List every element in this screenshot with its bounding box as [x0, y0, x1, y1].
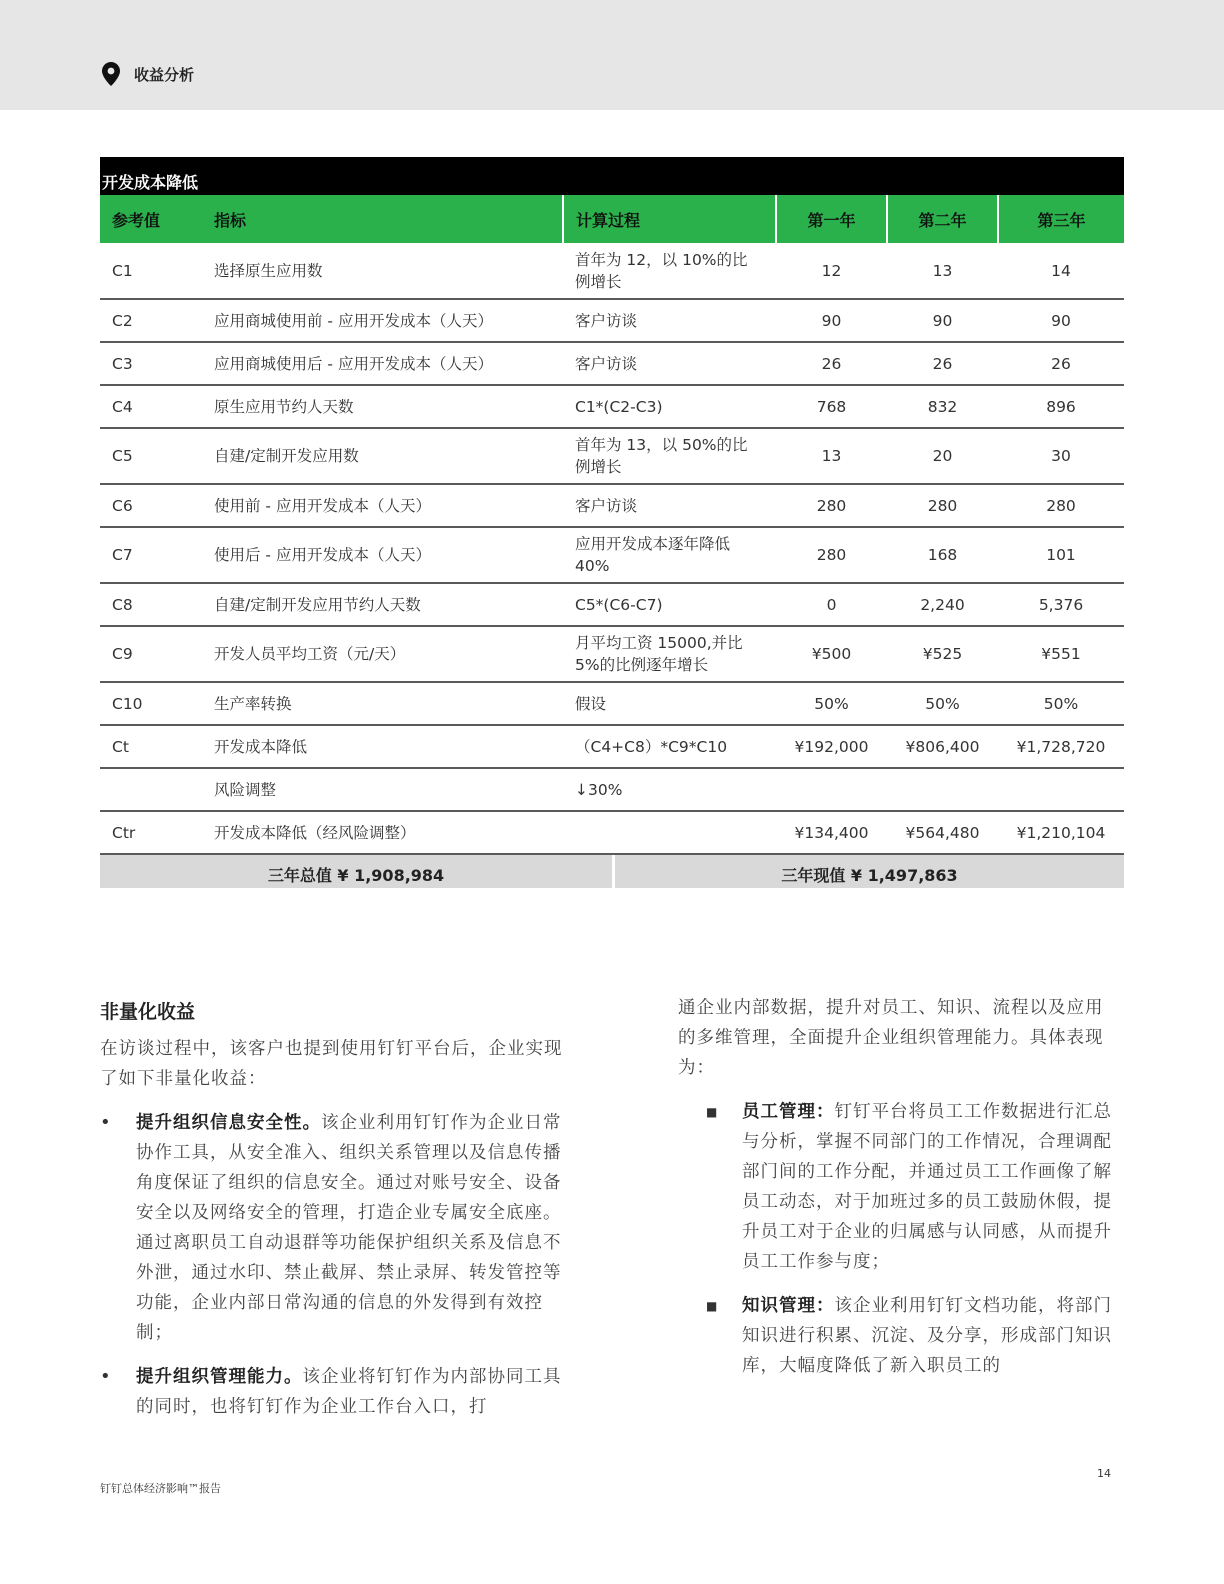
table-row	[100, 811, 1124, 854]
year2-cell: 832	[887, 385, 998, 428]
ref-cell: Ct	[100, 725, 202, 768]
year2-cell: 90	[887, 299, 998, 342]
year2-cell: ¥564,480	[887, 811, 998, 854]
table-header-row	[100, 195, 1124, 243]
year3-cell: ¥1,210,104	[998, 811, 1124, 854]
metric-cell: 使用前 - 应用开发成本（人天）	[202, 484, 563, 527]
calc-cell	[563, 428, 776, 484]
ref-cell: C6	[100, 484, 202, 527]
ref-cell: C8	[100, 583, 202, 626]
year3-cell	[998, 768, 1124, 811]
square-bullet-icon: ■	[706, 1105, 719, 1119]
year1-cell: 13	[776, 428, 887, 484]
metric-cell: 自建/定制开发应用节约人天数	[202, 583, 563, 626]
list-item	[678, 1097, 1114, 1277]
table-row	[100, 768, 1124, 811]
calc-line: 应用开发成本逐年降低	[575, 535, 731, 553]
year1-cell: 768	[776, 385, 887, 428]
intro-paragraph: 在访谈过程中，该客户也提到使用钉钉平台后，企业实现了如下非量化收益：	[100, 1039, 563, 1089]
table-row	[100, 725, 1124, 768]
bullet-icon: •	[100, 1366, 112, 1387]
year2-cell: ¥525	[887, 626, 998, 682]
subheading: 非量化收益	[100, 1001, 196, 1023]
ref-cell: C9	[100, 626, 202, 682]
column-header: 指标	[202, 195, 563, 243]
calc-line: 例增长	[575, 272, 622, 291]
year3-cell: ¥1,728,720	[998, 725, 1124, 768]
ref-cell: C3	[100, 342, 202, 385]
table-row	[100, 682, 1124, 725]
year1-cell: 26	[776, 342, 887, 385]
calc-cell	[563, 484, 776, 527]
year1-cell: 50%	[776, 682, 887, 725]
calc-line: 客户访谈	[575, 311, 638, 330]
year1-cell: 12	[776, 243, 887, 299]
metric-cell: 生产率转换	[202, 682, 563, 725]
column-header: 计算过程	[563, 195, 776, 243]
bullet-icon: •	[100, 1112, 112, 1133]
ref-cell	[100, 768, 202, 811]
section-title: 收益分析	[134, 65, 195, 84]
year1-cell: 280	[776, 527, 887, 583]
bullet-lead: 知识管理：	[742, 1296, 835, 1316]
metric-cell: 开发成本降低	[202, 725, 563, 768]
metric-cell: 自建/定制开发应用数	[202, 428, 563, 484]
sub-benefit-list	[678, 1097, 1114, 1381]
metric-cell: 应用商城使用后 - 应用开发成本（人天）	[202, 342, 563, 385]
year3-cell: 280	[998, 484, 1124, 527]
bullet-text: 该企业利用钉钉文档功能，将部门知识进行积累、沉淀、及分享，形成部门知识库，大幅度降低了新入职员工的	[742, 1296, 1112, 1376]
three-year-present-value: 三年现值 ¥ 1,497,863	[612, 855, 1124, 888]
year3-cell: ¥551	[998, 626, 1124, 682]
calc-line: C1*(C2-C3)	[575, 397, 663, 416]
calc-line: （C4+C8）*C9*C10	[575, 737, 728, 756]
metric-cell: 应用商城使用前 - 应用开发成本（人天）	[202, 299, 563, 342]
ref-cell: C1	[100, 243, 202, 299]
ref-cell: Ctr	[100, 811, 202, 854]
ref-cell: C4	[100, 385, 202, 428]
year1-cell: 90	[776, 299, 887, 342]
year3-cell: 30	[998, 428, 1124, 484]
calc-line: 假设	[575, 694, 607, 713]
column-header: 参考值	[100, 195, 202, 243]
year3-cell: 896	[998, 385, 1124, 428]
calc-line: ↓30%	[575, 780, 623, 799]
ref-cell: C10	[100, 682, 202, 725]
calc-line: 40%	[575, 557, 610, 575]
list-item	[100, 1362, 572, 1422]
year1-cell: ¥500	[776, 626, 887, 682]
three-year-total: 三年总值 ¥ 1,908,984	[267, 866, 445, 885]
calc-line: 首年为 13，以 50%的比	[575, 436, 748, 454]
year2-cell	[887, 768, 998, 811]
continued-paragraph: 通企业内部数据，提升对员工、知识、流程以及应用的多维管理，全面提升企业组织管理能力。具体表现为：	[678, 998, 1104, 1078]
calc-line: 首年为 12，以 10%的比	[575, 250, 748, 269]
table-row	[100, 299, 1124, 342]
table-row	[100, 484, 1124, 527]
year2-cell: 13	[887, 243, 998, 299]
calc-cell	[563, 682, 776, 725]
calc-line: 月平均工资 15000,并比	[575, 634, 743, 652]
right-column	[678, 993, 1114, 1395]
year2-cell: 50%	[887, 682, 998, 725]
table-row	[100, 527, 1124, 583]
ref-cell: C2	[100, 299, 202, 342]
calc-cell	[563, 626, 776, 682]
year1-cell: ¥192,000	[776, 725, 887, 768]
calc-line: 客户访谈	[575, 354, 638, 373]
ref-cell: C5	[100, 428, 202, 484]
year3-cell: 101	[998, 527, 1124, 583]
bullet-lead: 提升组织信息安全性。	[136, 1113, 321, 1133]
totals-row	[100, 855, 1124, 888]
column-header: 第二年	[887, 195, 998, 243]
list-item	[100, 1108, 572, 1348]
left-column	[100, 998, 572, 1436]
bullet-text: 该企业利用钉钉作为企业日常协作工具，从安全准入、组织关系管理以及信息传播角度保证了组织的信息安全。通过对账号安全、设备安全以及网络安全的管理，打造企业专属安全底座。通过离职员工自动退群等功能保护组织关系及信息不外泄，通过水印、禁止截屏、禁止录屏、转发管控等功能，企业内部日常沟通的信息的外发得到有效控制；	[136, 1113, 562, 1343]
metric-cell: 风险调整	[202, 768, 563, 811]
footer-report-name: 钉钉总体经济影响™报告	[100, 1482, 221, 1495]
ref-cell: C7	[100, 527, 202, 583]
page-number: 14	[1097, 1467, 1111, 1480]
calc-line: 5%的比例逐年增长	[575, 656, 709, 674]
calc-cell	[563, 342, 776, 385]
year3-cell: 14	[998, 243, 1124, 299]
table-row	[100, 626, 1124, 682]
table-row	[100, 342, 1124, 385]
year2-cell: 20	[887, 428, 998, 484]
calc-cell	[563, 768, 776, 811]
year2-cell: ¥806,400	[887, 725, 998, 768]
table-row	[100, 428, 1124, 484]
column-header: 第三年	[998, 195, 1124, 243]
list-item	[678, 1291, 1114, 1381]
metric-cell: 使用后 - 应用开发成本（人天）	[202, 527, 563, 583]
year3-cell: 5,376	[998, 583, 1124, 626]
year2-cell: 168	[887, 527, 998, 583]
metric-cell: 开发人员平均工资（元/天）	[202, 626, 563, 682]
calc-line: 客户访谈	[575, 496, 638, 515]
calc-cell	[563, 243, 776, 299]
table-row	[100, 243, 1124, 299]
metric-cell: 选择原生应用数	[202, 243, 563, 299]
calc-cell	[563, 527, 776, 583]
calc-cell	[563, 385, 776, 428]
benefit-list	[100, 1108, 572, 1422]
year2-cell: 26	[887, 342, 998, 385]
year3-cell: 90	[998, 299, 1124, 342]
data-table	[100, 195, 1124, 855]
year3-cell: 50%	[998, 682, 1124, 725]
calc-cell	[563, 725, 776, 768]
square-bullet-icon: ■	[706, 1299, 719, 1313]
year1-cell: 280	[776, 484, 887, 527]
section-label	[102, 62, 194, 86]
bullet-lead: 提升组织管理能力。	[136, 1367, 303, 1387]
bullet-lead: 员工管理：	[742, 1102, 835, 1122]
header-band	[0, 0, 1224, 110]
table-row	[100, 583, 1124, 626]
metric-cell: 开发成本降低（经风险调整）	[202, 811, 563, 854]
calc-cell	[563, 811, 776, 854]
bullet-text: 钉钉平台将员工工作数据进行汇总与分析，掌握不同部门的工作情况，合理调配部门间的工作分配，并通过员工工作画像了解员工动态，对于加班过多的员工鼓励休假，提升员工对于企业的归属感与认同感，从而提升员工工作参与度；	[742, 1102, 1112, 1272]
calc-cell	[563, 583, 776, 626]
bullet-text: 该企业将钉钉作为内部协同工具的同时，也将钉钉作为企业工作台入口，打	[136, 1367, 562, 1417]
year2-cell: 280	[887, 484, 998, 527]
calc-line: C5*(C6-C7)	[575, 595, 663, 614]
location-pin-icon	[102, 62, 120, 86]
year2-cell: 2,240	[887, 583, 998, 626]
year3-cell: 26	[998, 342, 1124, 385]
column-header: 第一年	[776, 195, 887, 243]
calc-line: 例增长	[575, 458, 622, 476]
table-row	[100, 385, 1124, 428]
year1-cell: ¥134,400	[776, 811, 887, 854]
table-title: 开发成本降低	[100, 157, 1124, 195]
calc-cell	[563, 299, 776, 342]
year1-cell: 0	[776, 583, 887, 626]
year1-cell	[776, 768, 887, 811]
metric-cell: 原生应用节约人天数	[202, 385, 563, 428]
cost-table	[100, 157, 1124, 888]
